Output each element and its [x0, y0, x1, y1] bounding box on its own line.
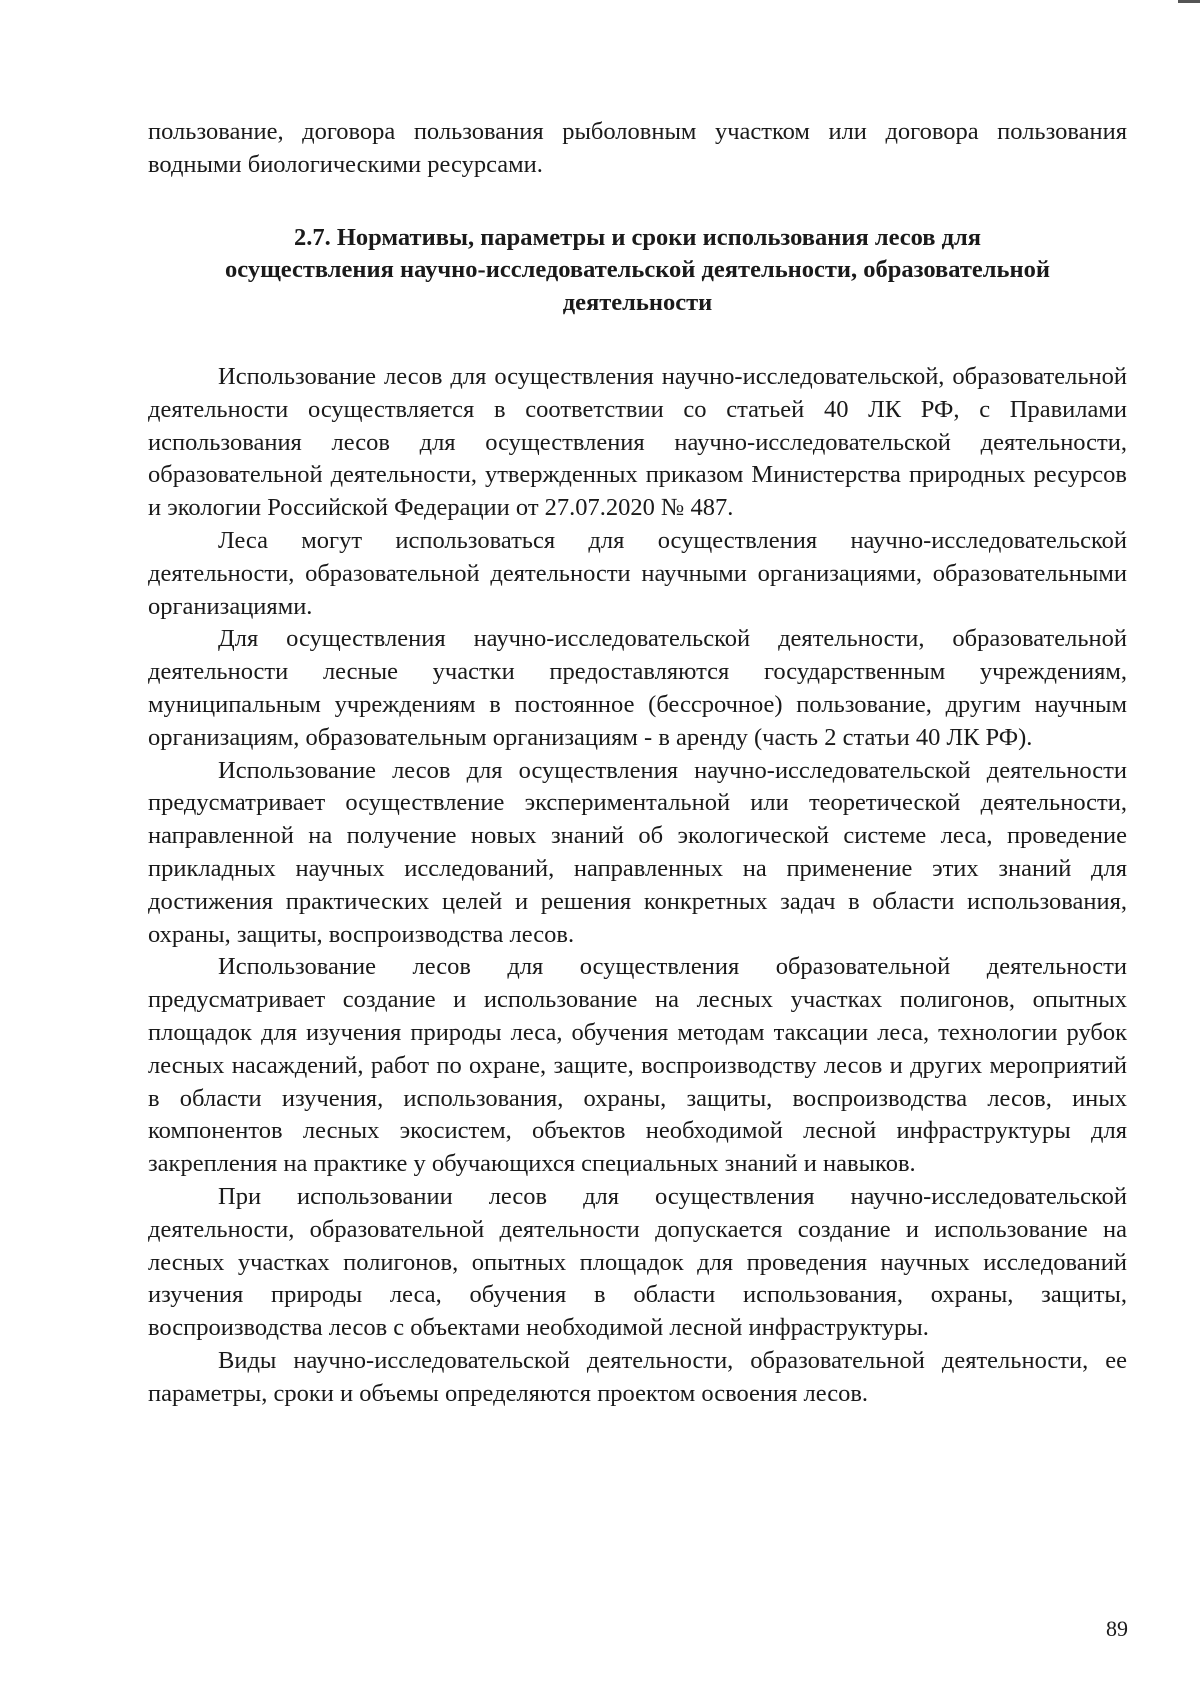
paragraph-polygons: При использовании лесов для осуществления научно-исследовательской деятельности, образовательной деятельности допускается создание и использование на лесных участках полигонов, опытных площадок для проведения научных исследований изучения природы леса, обучения в области использования, охраны, защиты, воспроизводства лесов с объектами необходимой лесной инфраструктуры.: [148, 1182, 1127, 1342]
paragraph-land-provision: Для осуществления научно-исследовательской деятельности, образовательной деятельности лесные участки предоставляются государственным учреждениям, муниципальным учреждениям в постоянное (бессрочное) пользование, другим научным организациям, образовательным организациям - в аренду (часть 2 статьи 40 ЛК РФ).: [148, 625, 1127, 751]
section-heading-line-1: 2.7. Нормативы, параметры и сроки использования лесов для: [293, 223, 982, 251]
section-heading-line-2: осуществления научно-исследовательской деятельности, образовательной: [225, 256, 1050, 284]
section-heading-line-3: деятельности: [562, 289, 713, 317]
paragraph-educational-use: Использование лесов для осуществления образовательной деятельности предусматривает создание и использование на лесных участках полигонов, опытных площадок для изучения природы леса, обучения методам таксации леса, технологии рубок лесных насаждений, работ по охране, защите, воспроизводству лесов и других мероприятий в области изучения, использования, охраны, защиты, воспроизводства лесов, иных компонентов лесных экосистем, объектов необходимой лесной инфраструктуры для закрепления на практике у обучающихся специальных знаний и навыков.: [148, 953, 1127, 1178]
intro-paragraph: пользование, договора пользования рыболовным участком или договора пользования водными биологическими ресурсами.: [148, 118, 1127, 178]
scan-edge-mark: [1178, 0, 1200, 3]
section-heading: [148, 222, 1127, 320]
document-page: [148, 116, 1127, 1410]
paragraph-types: Виды научно-исследовательской деятельности, образовательной деятельности, ее параметры, сроки и объемы определяются проектом освоения лесов.: [148, 1346, 1127, 1407]
page-number: 89: [1106, 1616, 1128, 1641]
paragraph-legal-basis: Использование лесов для осуществления научно-исследовательской, образовательной деятельности осуществляется в соответствии со статьей 40 ЛК РФ, с Правилами использования лесов для осуществления научно-исследовательской деятельности, образовательной деятельности, утвержденных приказом Министерства природных ресурсов и экологии Российской Федерации от 27.07.2020 № 487.: [148, 362, 1127, 522]
paragraph-research-use: Использование лесов для осуществления научно-исследовательской деятельности предусматривает осуществление экспериментальной или теоретической деятельности, направленной на получение новых знаний об экологической системе леса, проведение прикладных научных исследований, направленных на применение этих знаний для достижения практических целей и решения конкретных задач в области использования, охраны, защиты, воспроизводства лесов.: [148, 756, 1127, 948]
paragraph-organizations: Леса могут использоваться для осуществления научно-исследовательской деятельности, образовательной деятельности научными организациями, образовательными организациями.: [148, 526, 1127, 620]
